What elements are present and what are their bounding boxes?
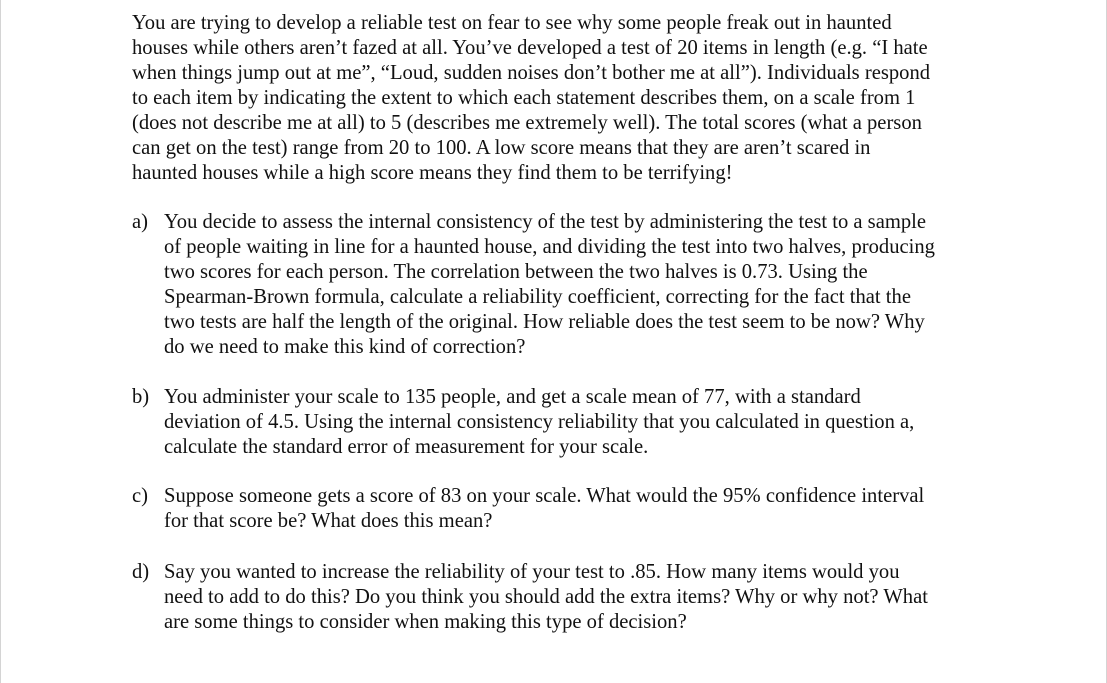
- question-line: deviation of 4.5. Using the internal consistency reliability that you calculated in question a,: [164, 411, 915, 433]
- intro-line: when things jump out at me”, “Loud, sudden noises don’t bother me at all”). Individuals respond: [132, 62, 931, 84]
- question-line: two scores for each person. The correlation between the two halves is 0.73. Using the: [164, 261, 868, 283]
- question-line: for that score be? What does this mean?: [164, 510, 493, 532]
- question-line: do we need to make this kind of correction?: [164, 336, 526, 358]
- question-line: You decide to assess the internal consistency of the test by administering the test to a sample: [164, 211, 927, 233]
- question-text: [164, 484, 924, 534]
- intro-line: can get on the test) range from 20 to 100. A low score means that they are aren’t scared in: [132, 137, 871, 159]
- question-line: Say you wanted to increase the reliability of your test to .85. How many items would you: [164, 561, 900, 583]
- question-text: [164, 560, 928, 635]
- question-label: a): [132, 211, 148, 233]
- question-text: [164, 210, 935, 360]
- question-line: You administer your scale to 135 people, and get a scale mean of 77, with a standard: [164, 386, 861, 408]
- intro-line: houses while others aren’t fazed at all. You’ve developed a test of 20 items in length (e.g. “I hate: [132, 37, 928, 59]
- question-text: [164, 385, 914, 460]
- question-line: are some things to consider when making this type of decision?: [164, 611, 687, 633]
- question-line: two tests are half the length of the original. How reliable does the test seem to be now? Why: [164, 311, 925, 333]
- question-line: Suppose someone gets a score of 83 on your scale. What would the 95% confidence interval: [164, 485, 925, 507]
- intro-line: to each item by indicating the extent to which each statement describes them, on a scale from 1: [132, 87, 916, 109]
- question-line: Spearman-Brown formula, calculate a reliability coefficient, correcting for the fact that the: [164, 286, 911, 308]
- question-line: need to add to do this? Do you think you should add the extra items? Why or why not? What: [164, 586, 928, 608]
- question-label: d): [132, 561, 150, 583]
- question-line: calculate the standard error of measurement for your scale.: [164, 436, 649, 458]
- question-label: c): [132, 485, 148, 507]
- intro-paragraph: [132, 11, 982, 186]
- question-label: b): [132, 386, 150, 408]
- intro-line: haunted houses while a high score means they find them to be terrifying!: [132, 162, 733, 184]
- intro-line: You are trying to develop a reliable test on fear to see why some people freak out in haunted: [132, 12, 892, 34]
- question-line: of people waiting in line for a haunted house, and dividing the test into two halves, producing: [164, 236, 935, 258]
- intro-line: (does not describe me at all) to 5 (describes me extremely well). The total scores (what a person: [132, 112, 922, 134]
